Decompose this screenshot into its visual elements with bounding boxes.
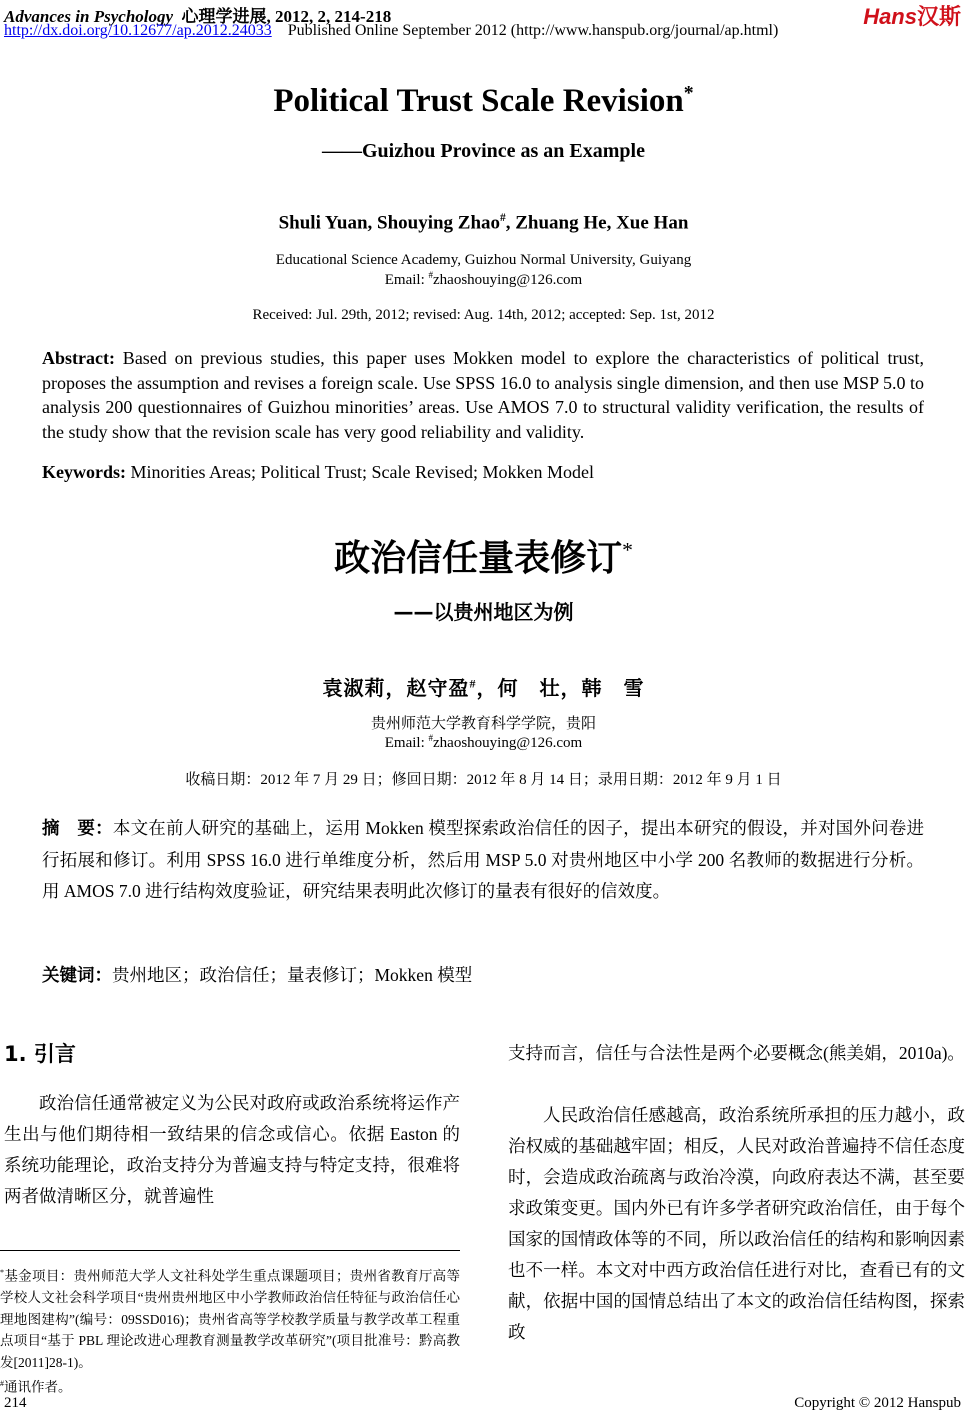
footnotes [0,1262,460,1398]
copyright: Copyright © 2012 Hanspub [794,1395,961,1411]
zh-title-mark: * [622,538,633,562]
zh-authors-mark: # [469,676,477,691]
fund-mark: * [0,1268,5,1277]
zh-title [0,530,967,581]
authors-mark: # [500,212,506,224]
doi-line [4,22,778,40]
keywords [42,462,594,483]
zh-keywords [42,962,472,987]
title-text: Political Trust Scale Revision [273,83,684,119]
paper-subtitle: ——Guizhou Province as an Example [322,140,645,162]
doi-link[interactable]: http://dx.doi.org/10.12677/ap.2012.24033 [4,22,272,39]
right-column-paragraph-2: 人民政治信任感越高，政治系统所承担的压力越小，政治权威的基础越牢固；相反，人民对政治普遍持不信任态度时，会造成政治疏离与政治冷漠，向政府表达不满，甚至要求政策变更。国内外已有许多学者研究政治信任，由于每个国家的国情政体等的不同，所以政治信任的结构和影响因素也不一样。本文对中西方政治信任进行对比，查看已有的文献，依据中国的国情总结出了本文的政治信任结构图，探索政 [508,1105,965,1342]
journal-name: Advances in Psychology [4,7,174,26]
zh-dates: 收稿日期：2012 年 7 月 29 日；修回日期：2012 年 8 月 14 日；录用日期：2012 年 9 月 1 日 [185,772,782,788]
received-dates: Received: Jul. 29th, 2012; revised: Aug. 14th, 2012; accepted: Sep. 1st, 2012 [252,307,715,323]
zh-abstract-label: 摘 要： [42,819,113,839]
page-number: 214 [4,1395,27,1411]
paper-title [0,82,967,120]
abstract-label: Abstract: [42,348,115,368]
logo-zh: 汉斯 [916,4,961,29]
keywords-text: Minorities Areas; Political Trust; Scale Revised; Mokken Model [126,462,594,482]
left-column-paragraph: 政治信任通常被定义为公民对政府或政治系统将运作产生出与他们期待相一致结果的信念或信心。依据 Easton 的系统功能理论，政治支持分为普遍支持与特定支持，很难将两者做清晰区分，就普遍性 [4,1093,460,1206]
zh-email-label: Email: [384,735,429,751]
zh-subtitle: ——以贵州地区为例 [393,600,574,624]
zh-keywords-text: 贵州地区；政治信任；量表修订；Mokken 模型 [112,965,473,985]
footnote-fund [0,1262,460,1373]
corr-mark: # [0,1379,5,1388]
zh-abstract-text: 本文在前人研究的基础上，运用 Mokken 模型探索政治信任的因子，提出本研究的假设，并对国外问卷进行拓展和修订。利用 SPSS 16.0 进行单维度分析，然后用 MSP 5.0 对贵州地区中小学 200 名教师的数据进行分析。用 AMOS 7.0 进行结构效度验证，研究结果表明此次修订的量表有很好的信效度。 [42,818,925,901]
corr-text: 通讯作者。 [4,1379,72,1395]
authors [0,212,967,234]
abstract-text: Based on previous studies, this paper uses Mokken model to explore the characteristics of political trust, proposes the assumption and revises a foreign scale. Use SPSS 16.0 to analysis single dimension, and then use MSP 5.0 to analysis 200 questionnaires of Guizhou minorities’ areas. Use AMOS 7.0 to structural validity verification, the results of the study show that the revision scale has very good reliability and validity. [42,348,924,442]
journal-citation: 心理学进展, 2012, 2, 214-218 [181,7,392,26]
zh-keywords-label: 关键词： [42,966,112,986]
fund-text: 基金项目：贵州师范大学人文社科处学生重点课题项目；贵州省教育厅高等学校人文社会科学项目“贵州贵州地区中小学教师政治信任特征与政治信任心理地图建构”(编号：09SSD016)；贵州省高等学校教学质量与教学改革工程重点项目“基于 PBL 理论改进心理教育测量教学改革研究”(项目批准号：黔高教发[2011]28-1)。 [0,1268,460,1370]
zh-authors-a: 袁淑莉，赵守盈 [322,678,470,700]
logo-en: Hans [863,4,917,29]
email-address: zhaoshouying@126.com [433,272,583,288]
zh-abstract [42,813,924,907]
zh-email: Email: #zhaoshouying@126.com [384,733,583,751]
published-line: Published Online September 2012 (http://www.hanspub.org/journal/ap.html) [287,22,779,39]
zh-authors-b: ，何 壮，韩 雪 [476,678,645,700]
zh-authors [0,672,967,701]
right-column-paragraph-1: 支持而言，信任与合法性是两个必要概念(熊美娟，2010a)。 [508,1043,965,1063]
section-heading: 1. 引言 [4,1042,76,1066]
email-label: Email: [384,272,429,288]
affiliation: Educational Science Academy, Guizhou Normal University, Guiyang [275,252,692,268]
footnote-rule [0,1250,460,1251]
keywords-label: Keywords: [42,462,126,482]
zh-title-text: 政治信任量表修订 [334,538,623,579]
email: Email: #zhaoshouying@126.com [384,270,583,288]
zh-affiliation: 贵州师范大学教育科学学院，贵阳 [370,716,596,732]
abstract [42,346,924,444]
footnote-corresponding [0,1373,460,1398]
authors-a: Shuli Yuan, Shouying Zhao [278,212,501,234]
title-mark: * [683,82,694,104]
hans-logo [863,0,961,31]
authors-b: , Zhuang He, Xue Han [505,212,689,234]
zh-email-address: zhaoshouying@126.com [433,735,583,751]
